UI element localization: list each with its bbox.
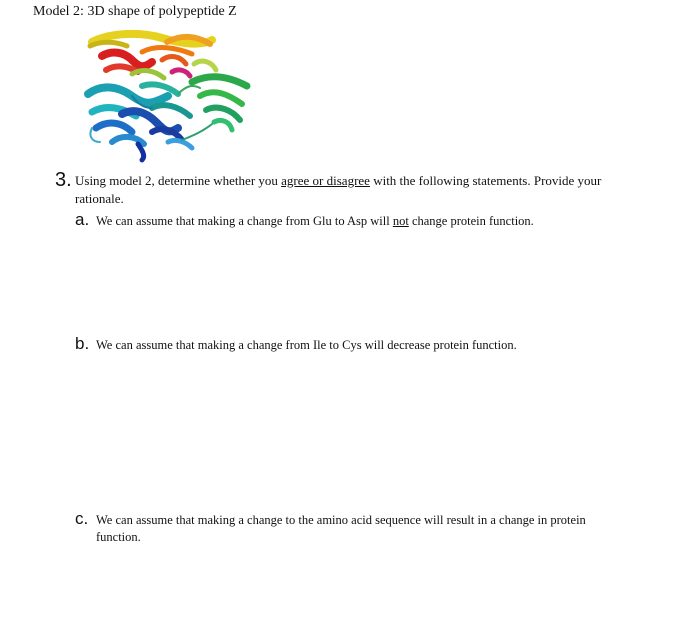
- question-number: 3.: [55, 169, 72, 191]
- statement-c-line2: function.: [96, 530, 141, 544]
- statement-a-after: change protein function.: [408, 214, 534, 228]
- statement-c-line1: We can assume that making a change to the amino acid sequence will result in a change in protein: [96, 513, 586, 527]
- statement-a-before: We can assume that making a change from Glu to Asp will: [96, 214, 393, 228]
- question-text: [75, 172, 665, 208]
- question-underlined: agree or disagree: [281, 173, 370, 188]
- statement-b-letter: b.: [75, 334, 90, 353]
- protein-structure-image: [82, 24, 257, 164]
- question-text-after: with the following statements. Provide your: [369, 173, 602, 188]
- statement-a-text: [96, 212, 534, 230]
- question-text-before: Using model 2, determine whether you: [75, 173, 282, 188]
- statement-c-letter: c.: [75, 509, 89, 528]
- model-title: Model 2: 3D shape of polypeptide Z: [33, 4, 237, 19]
- statement-b-text: We can assume that making a change from Ile to Cys will decrease protein function.: [96, 338, 517, 352]
- statement-a-underlined: not: [392, 214, 409, 228]
- question-text-line2: rationale.: [75, 191, 124, 206]
- statement-a-letter: a.: [75, 210, 90, 229]
